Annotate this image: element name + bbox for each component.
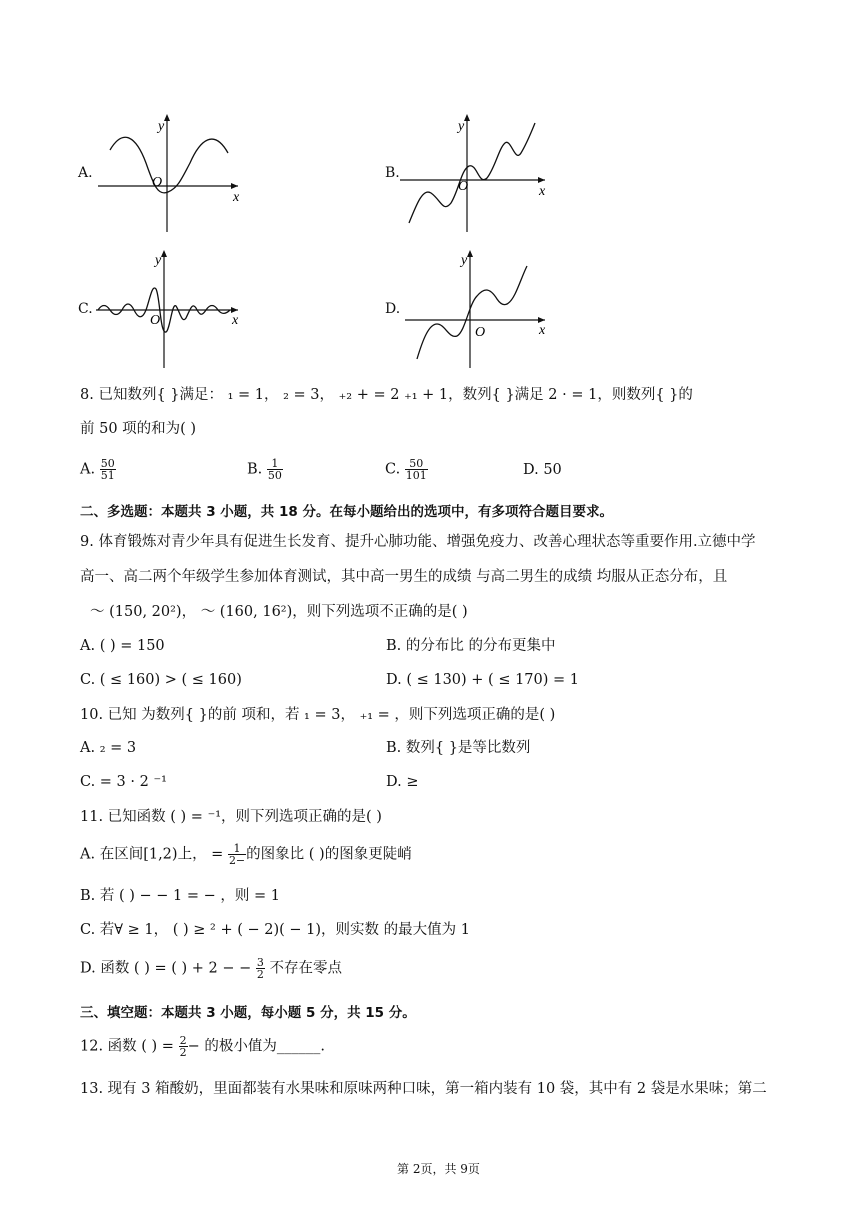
q8-option-c-fraction: $\frac{50}{101}$ (405, 457, 427, 482)
q10-line1: 10. 已知 为数列{ }的前 项和，若 ₁ = 3， ₊₁ = ，则下列选项正确的是( ) (80, 707, 556, 723)
q10-option-c: C. = 3 · 2 ⁻¹ (80, 774, 167, 790)
q8-option-c (385, 458, 428, 481)
graph-d-x: x (539, 323, 546, 338)
graph-a-x: x (233, 190, 240, 205)
q8-option-a-fraction: $\frac{50}{51}$ (100, 457, 115, 482)
q8-line2: 前 50 项的和为( ) (80, 421, 197, 437)
q9-line1: 9. 体育锻炼对青少年具有促进生长发育、提升心肺功能、增强免疫力、改善心理状态等重要作用.立德中学 (80, 534, 756, 550)
page-footer: 第 2页，共 9页 (397, 1162, 480, 1176)
q12-pre: 12. 函数 ( ) = (80, 1038, 174, 1055)
q11-option-a (80, 843, 412, 866)
graph-b-label: B. (385, 165, 400, 181)
q8-option-c-label: C. (385, 461, 401, 478)
q8-option-a (80, 458, 116, 481)
graph-c-plot (78, 244, 248, 372)
graph-b (385, 108, 555, 236)
q11-option-d-post: 不存在零点 (269, 960, 342, 977)
q8-line1: 8. 已知数列{ }满足： ₁ = 1， ₂ = 3， ₊₂ + = 2 ₊₁ + 1，数列{ }满足 2 · = 1，则数列{ }的 (80, 387, 693, 403)
q11-option-c: C. 若∀ ≥ 1， ( ) ≥ ² + ( − 2)( − 1)，则实数 的最大值为 1 (80, 922, 470, 938)
graph-b-plot (385, 108, 555, 236)
graph-b-y: y (458, 119, 465, 134)
graph-c-y: y (155, 253, 162, 268)
graph-a (78, 108, 248, 236)
graph-a-y: y (158, 119, 165, 134)
q9-option-c: C. ( ≤ 160) > ( ≤ 160) (80, 672, 242, 688)
section3-heading: 三、填空题：本题共 3 小题，每小题 5 分，共 15 分。 (80, 1005, 416, 1021)
graph-c-label: C. (78, 301, 93, 317)
graph-a-plot (78, 108, 248, 236)
graph-d-origin: O (475, 325, 486, 340)
q13-line1: 13. 现有 3 箱酸奶，里面都装有水果味和原味两种口味，第一箱内装有 10 袋，其中有 2 袋是水果味；第二 (80, 1081, 767, 1097)
graph-c-x: x (232, 313, 239, 328)
q10-option-b: B. 数列{ }是等比数列 (386, 740, 531, 756)
q11-option-a-fraction: $\frac{1}{2-}$ (228, 842, 246, 867)
graph-d-y: y (461, 253, 468, 268)
q11-option-d-fraction: $\frac{3}{2}$ (256, 956, 264, 981)
graph-b-origin: O (458, 179, 469, 194)
graph-c (78, 244, 248, 372)
q11-option-b: B. 若 ( ) − − 1 = − ，则 = 1 (80, 888, 280, 904)
q8-option-b (247, 458, 283, 481)
q8-option-d (523, 461, 562, 479)
q12-fraction: $\frac{2}{2}$ (179, 1034, 187, 1059)
q9-line3: ～ (150, 20²)， ～ (160, 16²)，则下列选项不正确的是( ) (90, 604, 468, 620)
q8-option-b-label: B. (247, 461, 263, 478)
q9-line2: 高一、高二两个年级学生参加体育测试，其中高一男生的成绩 与高二男生的成绩 均服从正态分布，且 (80, 569, 728, 585)
section2-heading: 二、多选题：本题共 3 小题，共 18 分。在每小题给出的选项中，有多项符合题目要求。 (80, 504, 613, 520)
q8-option-b-fraction: $\frac{1}{50}$ (267, 457, 282, 482)
q11-option-d-pre: D. 函数 ( ) = ( ) + 2 − − (80, 960, 252, 977)
graph-b-x: x (539, 184, 546, 199)
q10-option-a: A. ₂ = 3 (80, 740, 137, 756)
graph-d-label: D. (385, 301, 401, 317)
q8-option-d-label: D. (523, 462, 539, 478)
q11-option-d (80, 957, 342, 980)
q9-option-d: D. ( ≤ 130) + ( ≤ 170) = 1 (386, 672, 580, 688)
q11-line1: 11. 已知函数 ( ) = ⁻¹，则下列选项正确的是( ) (80, 809, 382, 825)
graph-d (385, 244, 555, 372)
q11-option-a-pre: A. 在区间[1,2)上， = (80, 846, 224, 863)
q8-option-d-text: 50 (543, 462, 562, 478)
graph-d-plot (385, 244, 555, 372)
graph-a-label: A. (78, 165, 93, 181)
q9-option-a: A. ( ) = 150 (80, 638, 165, 654)
q12-post: − 的极小值为______. (187, 1038, 325, 1055)
graph-c-origin: O (150, 313, 161, 328)
q12 (80, 1035, 325, 1058)
q11-option-a-post: 的图象比 ( )的图象更陡峭 (246, 846, 412, 863)
q9-option-b: B. 的分布比 的分布更集中 (386, 638, 556, 654)
q8-option-a-label: A. (80, 461, 96, 478)
q10-option-d: D. ≥ (386, 774, 419, 790)
graph-a-origin: O (152, 175, 163, 190)
